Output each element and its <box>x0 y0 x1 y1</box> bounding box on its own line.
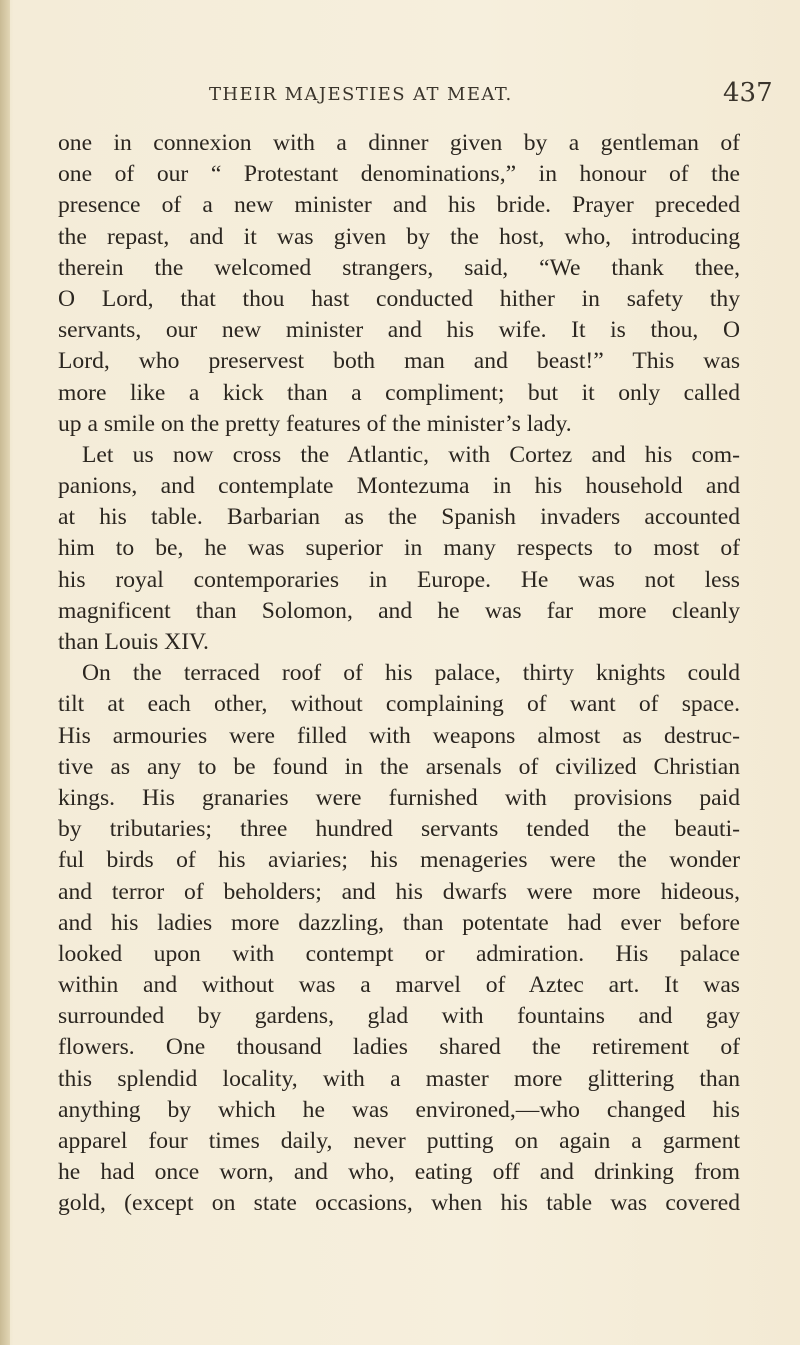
text-line: flowers. One thousand ladies shared the retirement of <box>58 1034 740 1061</box>
text-line: tilt at each other, without complaining of want of space. <box>58 691 740 718</box>
text-line: by tributaries; three hundred servants tended the beauti- <box>58 816 740 843</box>
paragraph-first-line: Let us now cross the Atlantic, with Cortez and his com- <box>82 441 740 468</box>
running-title: THEIR MAJESTIES AT MEAT. <box>209 84 513 105</box>
text-line: one in connexion with a dinner given by a gentleman of <box>58 130 740 156</box>
text-line: anything by which he was environed,—who changed his <box>58 1096 740 1123</box>
text-line: at his table. Barbarian as the Spanish invaders accounted <box>58 504 740 531</box>
text-line: panions, and contemplate Montezuma in his household and <box>58 473 740 500</box>
text-line: than Louis XIV. <box>58 629 209 655</box>
text-line: tive as any to be found in the arsenals of civilized Christian <box>58 753 740 780</box>
text-line: him to be, he was superior in many respects to most of <box>58 535 740 562</box>
text-line: ful birds of his aviaries; his menageries were the wonder <box>58 847 740 874</box>
text-line: surrounded by gardens, glad with fountains and gay <box>58 1003 740 1030</box>
page-binding-edge <box>0 0 10 1345</box>
text-line: looked upon with contempt or admiration. His palace <box>58 940 740 967</box>
text-line: up a smile on the pretty features of the minister’s lady. <box>58 410 572 437</box>
text-line: magnificent than Solomon, and he was far more cleanly <box>58 597 740 624</box>
text-line: more like a kick than a compliment; but it only called <box>58 379 740 406</box>
page-number: 437 <box>723 78 773 108</box>
text-line: kings. His granaries were furnished with provisions paid <box>58 784 740 811</box>
text-line: gold, (except on state occasions, when his table was covered <box>58 1190 740 1217</box>
text-line: the repast, and it was given by the host, who, introducing <box>58 223 740 250</box>
text-line: His armouries were filled with weapons almost as destruc- <box>58 722 740 749</box>
text-line: apparel four times daily, never putting on again a garment <box>58 1128 740 1154</box>
text-line: his royal contemporaries in Europe. He was not less <box>58 566 740 593</box>
body-text <box>58 128 740 1220</box>
text-line: he had once worn, and who, eating off and drinking from <box>58 1159 740 1186</box>
text-line: within and without was a marvel of Aztec art. It was <box>58 972 740 999</box>
text-line: one of our “ Protestant denominations,” in honour of the <box>58 161 740 188</box>
text-line: this splendid locality, with a master more glittering than <box>58 1065 740 1092</box>
text-line: O Lord, that thou hast conducted hither in safety thy <box>58 285 740 312</box>
text-line: and his ladies more dazzling, than potentate had ever before <box>58 909 740 936</box>
text-line: servants, our new minister and his wife. It is thou, O <box>58 317 740 344</box>
running-header <box>0 78 800 114</box>
text-line: presence of a new minister and his bride. Prayer preceded <box>58 192 740 219</box>
text-line: Lord, who preservest both man and beast!” This was <box>58 348 740 375</box>
paragraph-first-line: On the terraced roof of his palace, thirty knights could <box>82 660 740 687</box>
text-line: therein the welcomed strangers, said, “We thank thee, <box>58 254 740 281</box>
text-line: and terror of beholders; and his dwarfs were more hideous, <box>58 878 740 905</box>
